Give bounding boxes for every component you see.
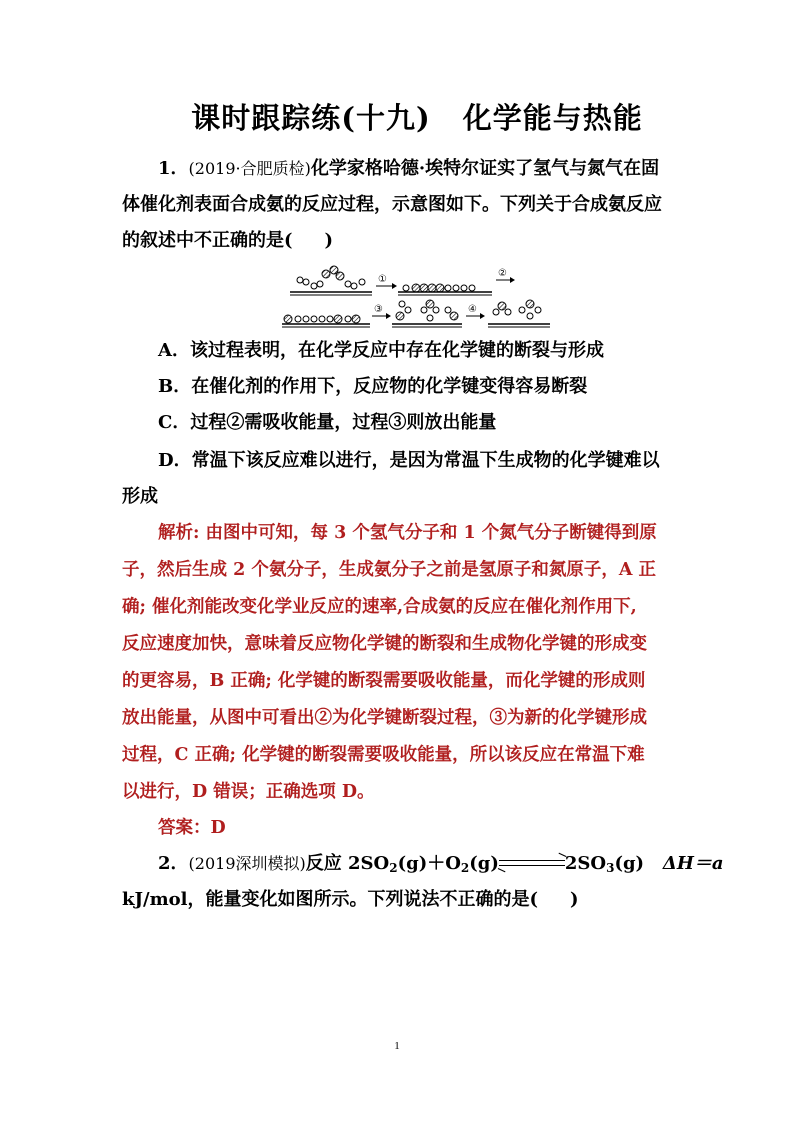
q1-analysis-line-3: 确; 催化剂能改变化学业反应的速率,合成氨的反应在催化剂作用下, — [122, 597, 637, 617]
panel-1 — [290, 266, 372, 295]
step-3-label: ③ — [374, 304, 383, 315]
q1-source: (2019·合肥质检) — [188, 159, 311, 178]
panel-3 — [282, 315, 370, 327]
synthesis-diagram — [282, 262, 554, 330]
q1-stem-line-3: 的叙述中不正确的是( ) — [122, 230, 334, 251]
q1-analysis-line-7: 过程，C 正确; 化学键的断裂需要吸收能量，所以该反应在常温下难 — [122, 745, 645, 765]
step-1-label: ① — [378, 274, 387, 285]
panel-5 — [488, 300, 550, 327]
q1-analysis-line-2: 子，然后生成 2 个氨分子，生成氨分子之前是氢原子和氮原子，A 正 — [122, 560, 657, 580]
q1-stem-line-1 — [158, 156, 674, 182]
q1-option-a: A．该过程表明，在化学反应中存在化学键的断裂与形成 — [158, 340, 604, 361]
delta-h: ΔH＝a — [662, 853, 724, 874]
q1-analysis-line-8: 以进行，D 错误；正确选项 D。 — [122, 782, 375, 802]
step-4-label: ④ — [468, 304, 477, 315]
answer-label: 答案 — [158, 818, 193, 838]
q1-stem-1: 化学家格哈德·埃特尔证实了氢气与氮气在固 — [310, 158, 660, 179]
q1-option-d-line-1: D．常温下该反应难以进行，是因为常温下生成物的化学键难以 — [158, 450, 660, 471]
q2-stem-line-2: kJ/mol，能量变化如图所示。下列说法不正确的是( ) — [122, 889, 579, 910]
q2-number: 2． — [158, 853, 189, 874]
title-sub: 化学能与热能 — [462, 101, 643, 135]
equilibrium-arrow-icon — [499, 857, 565, 871]
step-2-label: ② — [498, 268, 507, 279]
q1-analysis-line-4: 反应速度加快，意味着反应物化学键的断裂和生成物化学键的形成变 — [122, 634, 647, 654]
q1-analysis-line-6: 放出能量，从图中可看出②为化学键断裂过程，③为新的化学键形成 — [122, 708, 647, 728]
q1-analysis-line-5: 的更容易，B 正确; 化学键的断裂需要吸收能量，而化学键的形成则 — [122, 671, 646, 691]
title-main: 课时跟踪练(十九) — [191, 101, 431, 135]
page-number: 1 — [394, 1040, 400, 1052]
q1-option-c: C．过程②需吸收能量，过程③则放出能量 — [158, 412, 497, 433]
q2-source: (2019深圳模拟) — [188, 854, 306, 873]
analysis-label: 解析 — [158, 523, 193, 543]
q1-option-d-line-2: 形成 — [122, 486, 158, 507]
q2-stem-line-1: 2．(2019深圳模拟)反应 $2SO_2(g)+O_2(g)$ $2SO_3(g)$ ΔH＝a — [158, 853, 724, 875]
panel-2 — [398, 284, 492, 295]
q1-option-b: B．在催化剂的作用下，反应物的化学键变得容易断裂 — [158, 376, 588, 397]
panel-4 — [392, 300, 462, 327]
q1-stem-line-2: 体催化剂表面合成氨的反应过程，示意图如下。下列关于合成氨反应 — [122, 194, 662, 215]
q1-answer: 答案：D — [158, 818, 226, 838]
q1-number: 1． — [158, 158, 189, 179]
page-title — [0, 96, 794, 137]
q1-analysis-line-1: 解析: 由图中可知，每 3 个氢气分子和 1 个氮气分子断键得到原 — [158, 523, 657, 543]
